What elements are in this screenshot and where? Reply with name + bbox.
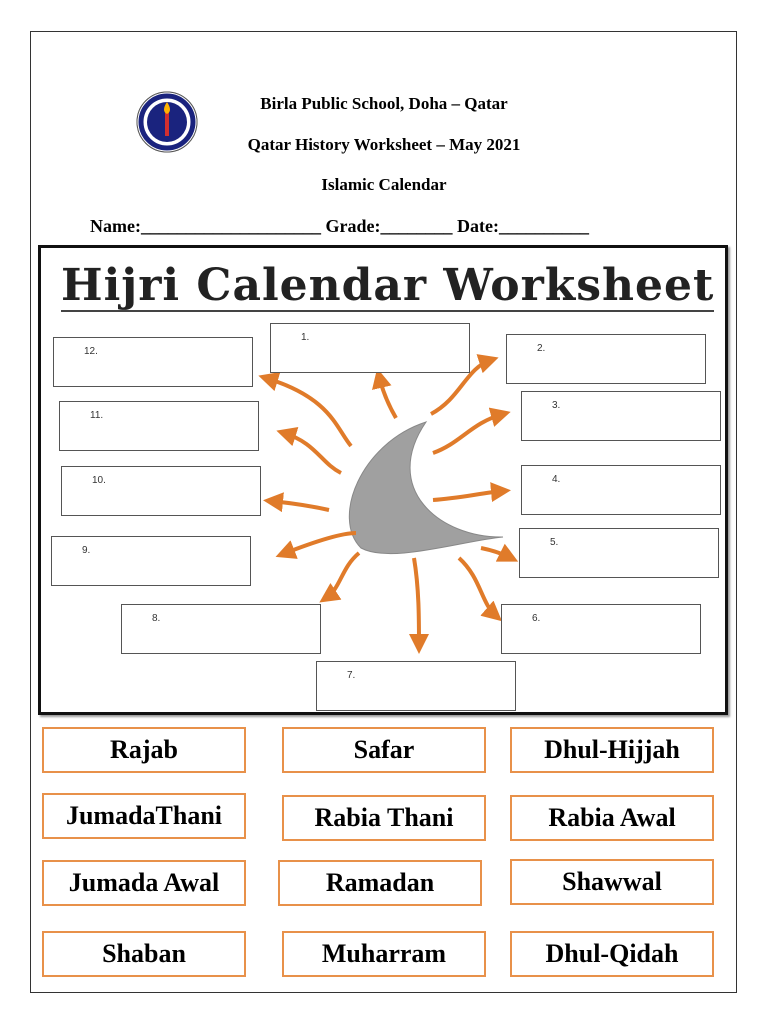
arrow-6 <box>459 558 496 616</box>
word-card[interactable]: Dhul-Qidah <box>510 931 714 977</box>
slot-number: 2. <box>537 343 546 354</box>
slot-number: 1. <box>301 332 310 343</box>
slot-number: 6. <box>532 613 541 624</box>
slot-number: 8. <box>152 613 161 624</box>
slot-number: 9. <box>82 545 91 556</box>
month-slot-11[interactable] <box>59 401 259 451</box>
month-slot-5[interactable] <box>519 528 719 578</box>
word-card[interactable]: Dhul-Hijjah <box>510 727 714 773</box>
month-slot-4[interactable] <box>521 465 721 515</box>
word-card[interactable]: JumadaThani <box>42 793 246 839</box>
month-slot-2[interactable] <box>506 334 706 384</box>
word-card[interactable]: Shaban <box>42 931 246 977</box>
word-card[interactable]: Jumada Awal <box>42 860 246 906</box>
slot-number: 10. <box>92 475 106 486</box>
arrow-3 <box>433 414 503 453</box>
slot-number: 11. <box>90 410 104 421</box>
month-slot-8[interactable] <box>121 604 321 654</box>
word-card[interactable]: Rabia Awal <box>510 795 714 841</box>
month-slot-7[interactable] <box>316 661 516 711</box>
arrow-11 <box>284 433 341 473</box>
arrow-9 <box>283 533 356 554</box>
month-slot-12[interactable] <box>53 337 253 387</box>
month-slot-6[interactable] <box>501 604 701 654</box>
arrow-7 <box>414 558 419 646</box>
slot-number: 12. <box>84 346 98 357</box>
arrow-10 <box>271 501 329 510</box>
arrow-4 <box>433 491 503 500</box>
arrow-8 <box>326 553 359 598</box>
word-card[interactable]: Ramadan <box>278 860 482 906</box>
word-card[interactable]: Rajab <box>42 727 246 773</box>
word-card[interactable]: Muharram <box>282 931 486 977</box>
slot-number: 4. <box>552 474 561 485</box>
month-slot-3[interactable] <box>521 391 721 441</box>
hijri-worksheet-title: Hijri Calendar Worksheet <box>61 260 715 311</box>
slot-number: 5. <box>550 537 559 548</box>
arrow-1 <box>379 376 396 418</box>
school-name: Birla Public School, Doha – Qatar <box>260 94 508 113</box>
hijri-worksheet-panel <box>38 245 728 715</box>
crescent-moon-icon <box>349 422 503 554</box>
word-card[interactable]: Rabia Thani <box>282 795 486 841</box>
worksheet-title: Qatar History Worksheet – May 2021 <box>247 135 521 154</box>
word-card[interactable]: Safar <box>282 727 486 773</box>
month-slot-9[interactable] <box>51 536 251 586</box>
slot-number: 3. <box>552 400 561 411</box>
slot-number: 7. <box>347 670 356 681</box>
month-slot-1[interactable] <box>270 323 470 373</box>
topic-title: Islamic Calendar <box>321 175 447 194</box>
arrow-5 <box>481 548 511 558</box>
student-info-line[interactable]: Name:____________________ Grade:________ Date:__________ <box>90 216 589 236</box>
arrow-12 <box>266 378 351 446</box>
month-slot-10[interactable] <box>61 466 261 516</box>
word-card[interactable]: Shawwal <box>510 859 714 905</box>
